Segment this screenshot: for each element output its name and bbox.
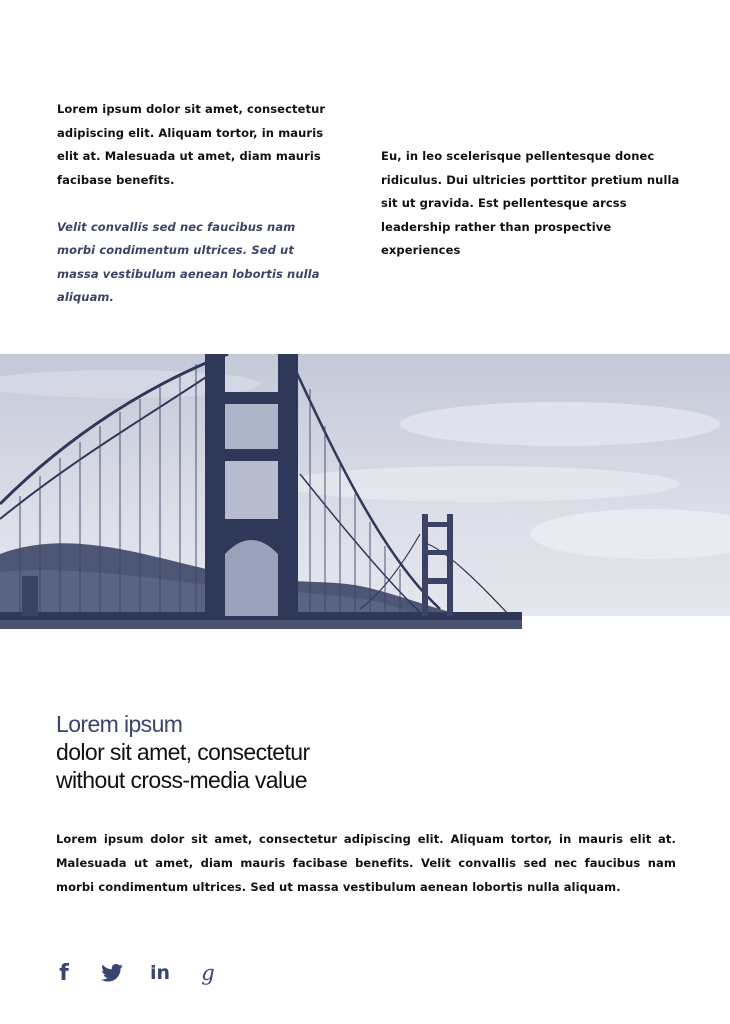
headline (56, 710, 656, 794)
hero-bridge-image (0, 354, 730, 629)
linkedin-icon[interactable]: in (149, 962, 171, 984)
twitter-icon[interactable] (100, 959, 124, 987)
headline-line-3: without cross-media value (56, 767, 307, 793)
facebook-icon[interactable]: f (59, 960, 69, 986)
headline-accent: Lorem ipsum (56, 711, 183, 737)
intro-right-column (381, 145, 681, 263)
googleplus-icon[interactable]: g (201, 961, 215, 985)
intro-left-italic-paragraph: Velit convallis sed nec faucibus nam morbi condimentum ultrices. Sed ut massa vestibulum aenean lobortis nulla aliquam. (57, 219, 320, 304)
intro-right-paragraph: Eu, in leo scelerisque pellentesque donec ridiculus. Dui ultricies porttitor pretium nulla sit ut gravida. Est pellentesque arcss leadership rather than prospective experiences (381, 149, 680, 257)
intro-left-paragraph: Lorem ipsum dolor sit amet, consectetur adipiscing elit. Aliquam tortor, in mauris elit at. Malesuada ut amet, diam mauris facibase benefits. (57, 102, 326, 187)
intro-left-column (57, 98, 347, 310)
body-paragraph: Lorem ipsum dolor sit amet, consectetur adipiscing elit. Aliquam tortor, in mauris elit at. Malesuada ut amet, diam mauris facibase benefits. Velit convallis sed nec faucibus nam morbi condimentum ultrices. Sed ut massa vestibulum aenean lobortis nulla aliquam. (56, 832, 676, 894)
headline-line-2: dolor sit amet, consectetur (56, 739, 310, 765)
social-links (52, 958, 220, 988)
